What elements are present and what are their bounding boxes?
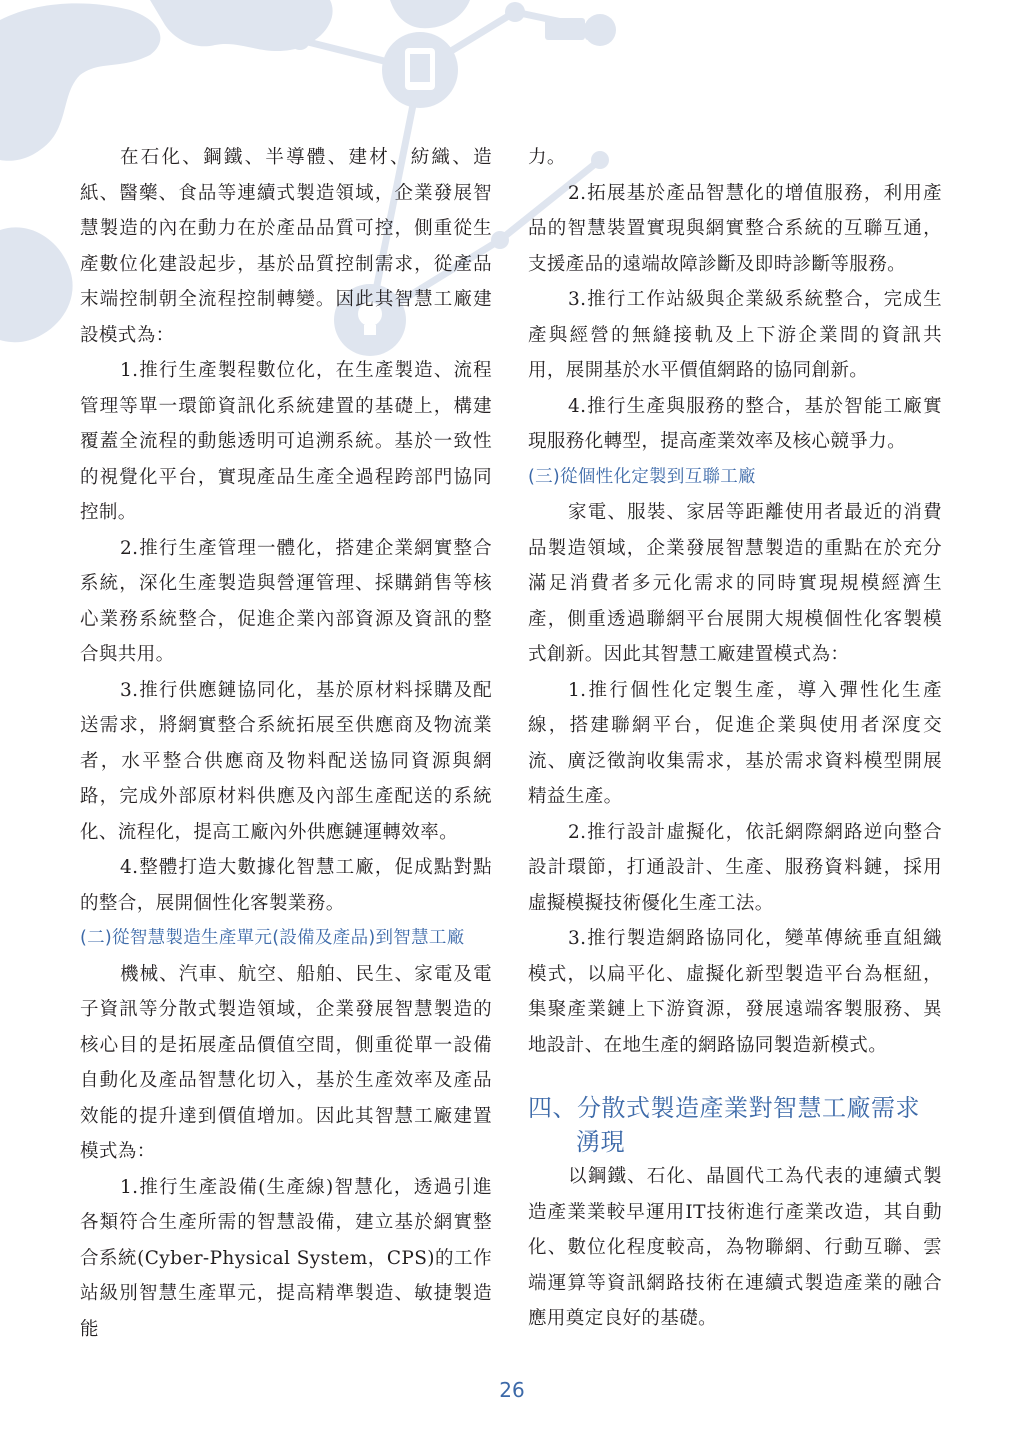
paragraph: 4.整體打造大數據化智慧工廠，促成點對點的整合，展開個性化客製業務。 xyxy=(80,857,492,914)
paragraph: 3.推行製造網路協同化，變革傳統垂直組織模式，以扁平化、虛擬化新型製造平台為框紐，集聚產業鏈上下游資源，發展遠端客製服務、異地設計、在地生產的網路協同製造新模式。 xyxy=(528,928,942,1056)
paragraph: 家電、服裝、家居等距離使用者最近的消費品製造領域，企業發展智慧製造的重點在於充分滿足消費者多元化需求的同時實現規模經濟生產，側重透過聯網平台展開大規模個性化客製模式創新。因此其智慧工廠建置模式為： xyxy=(528,502,942,665)
right-column xyxy=(528,140,942,1337)
paragraph: 機械、汽車、航空、船舶、民生、家電及電子資訊等分散式製造領域，企業發展智慧製造的核心目的是拓展產品價值空間，側重從單一設備自動化及產品智慧化切入，基於生產效率及產品效能的提升達到價值增加。因此其智慧工廠建置模式為： xyxy=(80,963,492,1162)
left-column xyxy=(80,140,492,1347)
paragraph: 1.推行個性化定製生產，導入彈性化生產線，搭建聯網平台，促進企業與使用者深度交流、廣泛徵詢收集需求，基於需求資料模型開展精益生產。 xyxy=(528,679,942,807)
paragraph: 1.推行生產製程數位化，在生產製造、流程管理等單一環節資訊化系統建置的基礎上，構建覆蓋全流程的動態透明可追溯系統。基於一致性的視覺化平台，實現產品生產全過程跨部門協同控制。 xyxy=(80,360,492,523)
paragraph: 在石化、鋼鐵、半導體、建材、紡織、造紙、醫藥、食品等連續式製造領域，企業發展智慧製造的內在動力在於產品品質可控，側重從生產數位化建設起步，基於品質控制需求，從產品末端控制朝全流程控制轉變。因此其智慧工廠建設模式為： xyxy=(80,147,492,346)
paragraph: 2.拓展基於產品智慧化的增值服務，利用產品的智慧裝置實現與網實整合系統的互聯互通，支援產品的遠端故障診斷及即時診斷等服務。 xyxy=(528,182,942,275)
paragraph: 2.推行設計虛擬化，依託網際網路逆向整合設計環節，打通設計、生產、服務資料鏈，採用虛擬模擬技術優化生產工法。 xyxy=(528,821,942,914)
section-heading: 四、分散式製造產業對智慧工廠需求湧現 xyxy=(528,1094,920,1156)
paragraph: 3.推行工作站級與企業級系統整合，完成生產與經營的無縫接軌及上下游企業間的資訊共用，展開基於水平價值網路的協同創新。 xyxy=(528,289,942,381)
paragraph: 力。 xyxy=(528,147,566,168)
page-number: 26 xyxy=(499,1378,525,1402)
paragraph: 3.推行供應鏈協同化，基於原材料採購及配送需求，將網實整合系統拓展至供應商及物流業者，水平整合供應商及物料配送協同資源與網路，完成外部原材料供應及內部生產配送的系統化、流程化，提高工廠內外供應鏈運轉效率。 xyxy=(80,679,492,843)
paragraph: 4.推行生產與服務的整合，基於智能工廠實現服務化轉型，提高產業效率及核心競爭力。 xyxy=(528,395,942,452)
paragraph: 2.推行生產管理一體化，搭建企業網實整合系統，深化生產製造與營運管理、採購銷售等核心業務系統整合，促進企業內部資源及資訊的整合與共用。 xyxy=(80,537,492,665)
subsection-heading: (二)從智慧製造生產單元(設備及產品)到智慧工廠 xyxy=(80,928,465,948)
subsection-heading: (三)從個性化定製到互聯工廠 xyxy=(528,466,756,487)
tablet-icon xyxy=(382,32,458,108)
paragraph: 1.推行生產設備(生產線)智慧化，透過引進各類符合生產所需的智慧設備，建立基於網實整合系統(Cyber-Physical System，CPS)的工作站級別智慧生產單元，提高精準製造、敏捷製造能 xyxy=(80,1176,492,1340)
paragraph: 以鋼鐵、石化、晶圓代工為代表的連續式製造產業業較早運用IT技術進行產業改造，其自動化、數位化程度較高，為物聯網、行動互聯、雲端運算等資訊網路技術在連續式製造產業的融合應用奠定良好的基礎。 xyxy=(528,1166,942,1329)
